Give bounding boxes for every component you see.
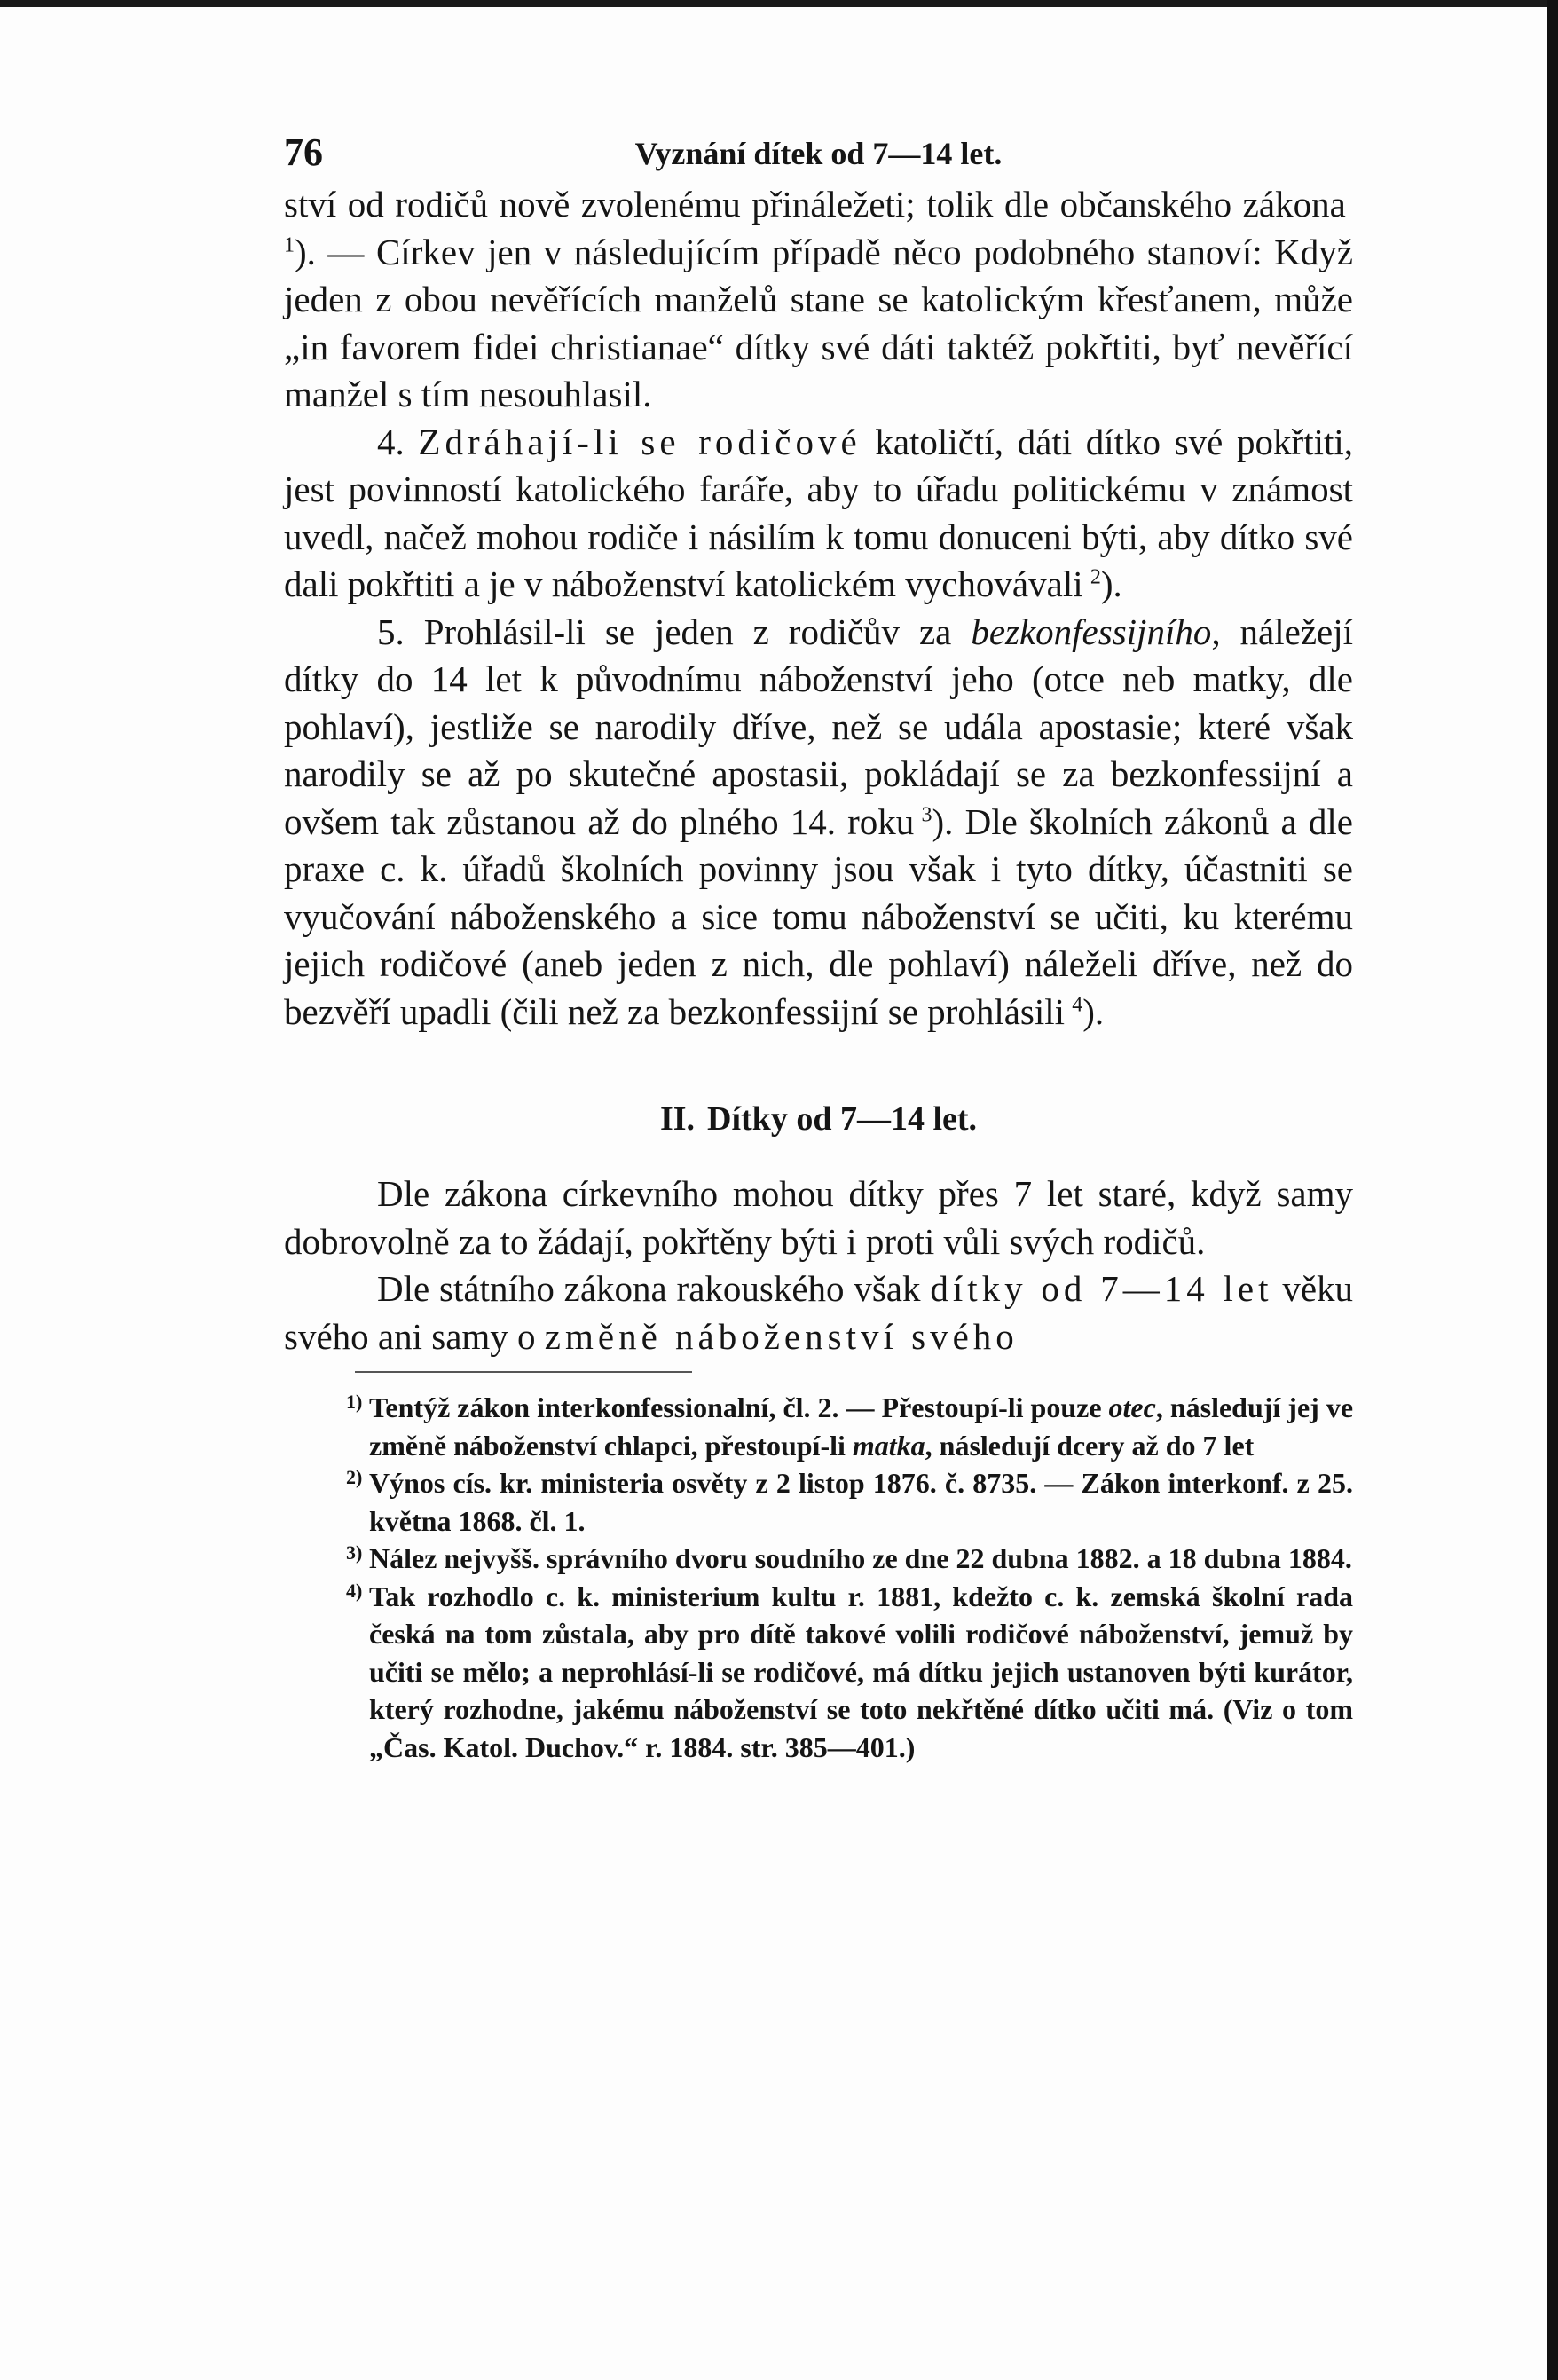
paragraph-text: věku svého ani samy o <box>284 1268 1354 1357</box>
footnote-list <box>284 1389 1353 1766</box>
spaced-emphasis: Zdráhají-li se rodičové <box>418 421 862 462</box>
page-number: 76 <box>284 130 323 174</box>
running-title: Vyznání dítek od 7—14 let. <box>634 136 1003 171</box>
footnote-italic: matka <box>852 1429 925 1462</box>
paragraph-text: ). — Církev jen v následujícím případě něco podobného stanoví: Když jeden z obou nevěřících manželů stane se katolickým křesťanem, může „in favorem fidei christianae“ dítky své dáti taktéž pokřtiti, byť nevěřící manžel s tím nesouhlasil. <box>284 231 1353 414</box>
paragraph-4 <box>284 419 1353 609</box>
section-title: Dítky od 7—14 let. <box>707 1100 978 1138</box>
scan-border-top <box>0 0 1558 7</box>
paragraph-text: ). Dle školních zákonů a dle praxe c. k. úřadů školních povinny jsou však i tyto dítky, účastniti se vyučování náboženského a sice tomu náboženství se učiti, ku kterému jejich rodičové (aneb jeden z nich, dle pohlaví) náleželi dříve, než do bezvěří upadli (čili než za bezkonfessijní se prohlásili <box>284 800 1353 1032</box>
footnote-text: Nález nejvyšš. správního dvoru soudního ze dne 22 dubna 1882. a 18 dubna 1884. <box>369 1542 1352 1574</box>
footnote-text <box>369 1389 1353 1464</box>
paragraph-number: 4. <box>377 421 405 462</box>
spaced-emphasis: změně náboženství svého <box>544 1315 1019 1357</box>
footnote-italic: otec <box>1108 1391 1156 1423</box>
paragraph-number: 5. <box>377 611 405 652</box>
paragraph-text: ství od rodičů nově zvolenému přináležeti; tolik dle občanského zákona <box>284 184 1346 225</box>
footnote-2 <box>346 1464 1353 1540</box>
footnote-text: Tak rozhodlo c. k. ministerium kultu r. 1881, kdežto c. k. zemská školní rada česká na tom zůstala, aby pro dítě takové volili rodičové náboženství, jemuž by učiti se mělo; a neprohlásí-li se rodičové, má dítku jejich ustanoven býti kurátor, který rozhodne, jakému náboženství se toto nekřtěné dítko učiti má. (Viz o tom „Čas. Katol. Duchov.“ r. 1884. str. 385—401.) <box>369 1580 1353 1763</box>
text-block <box>284 124 1353 1766</box>
footnote-ref: 2 <box>1090 565 1101 589</box>
footnote-rule <box>355 1371 692 1373</box>
paragraph-5 <box>284 609 1353 1036</box>
body-text <box>284 181 1353 1036</box>
section-number: II. <box>659 1100 696 1138</box>
paragraph-text: Prohlásil-li se jeden z rodičův za <box>423 611 952 652</box>
footnote-mark: 4) <box>346 1579 363 1602</box>
footnote-4 <box>346 1578 1353 1767</box>
footnote-mark: 2) <box>346 1466 363 1488</box>
footnote-ref: 1 <box>284 232 295 256</box>
footnote-ref: 4 <box>1072 992 1083 1016</box>
section-heading <box>284 1099 1353 1139</box>
footnote-segment: , následují dcery až do 7 let <box>925 1429 1255 1462</box>
footnote-ref: 3 <box>921 802 932 826</box>
paragraph-continuation <box>284 181 1353 419</box>
body-text-section-2 <box>284 1170 1353 1360</box>
paragraph-text: , náležejí dítky do 14 let k původnímu náboženství jeho (otce neb matky, dle pohlaví), jestliže se narodily dříve, než se udála apostasie; které však narodily se až po skutečné apostasii, pokládají se za bezkonfessijní a ovšem tak zůstanou až do plného 14. roku <box>284 611 1353 842</box>
scan-border-right <box>1547 0 1558 2380</box>
footnote-1 <box>346 1389 1353 1464</box>
paragraph-text: Dle státního zákona rakouského však <box>377 1268 921 1309</box>
paragraph-state-law <box>284 1265 1353 1360</box>
footnote-text: Výnos cís. kr. ministeria osvěty z 2 listop 1876. č. 8735. — Zákon interkonf. z 25. května 1868. čl. 1. <box>369 1467 1353 1537</box>
paragraph-text: katoličtí, dáti dítko své pokřtiti, jest povinností katolického faráře, aby to úřadu politickému v známost uvedl, načež mohou rodiče i násilím k tomu donuceni býti, aby dítko své dali pokřtiti a je v náboženství katolickém vychovávali <box>284 421 1354 604</box>
paragraph-text: ). <box>1100 563 1122 604</box>
footnote-mark: 3) <box>346 1541 363 1564</box>
paragraph-church-law: Dle zákona církevního mohou dítky přes 7 let staré, když samy dobrovolně za to žádají, pokřtěny býti i proti vůli svých rodičů. <box>284 1173 1353 1262</box>
running-head <box>284 124 1353 177</box>
footnote-3 <box>346 1540 1353 1578</box>
spaced-emphasis: dítky od 7—14 let <box>930 1268 1273 1309</box>
italic-term: bezkonfessijního <box>971 611 1212 652</box>
paragraph-text: ). <box>1082 990 1105 1032</box>
footnote-mark: 1) <box>346 1391 363 1413</box>
footnote-segment: , následují jej ve změně náboženství chlapci, přestoupí-li <box>369 1391 1354 1462</box>
footnote-segment: Tentýž zákon interkonfessionalní, čl. 2. — Přestoupí-li pouze <box>369 1391 1102 1423</box>
